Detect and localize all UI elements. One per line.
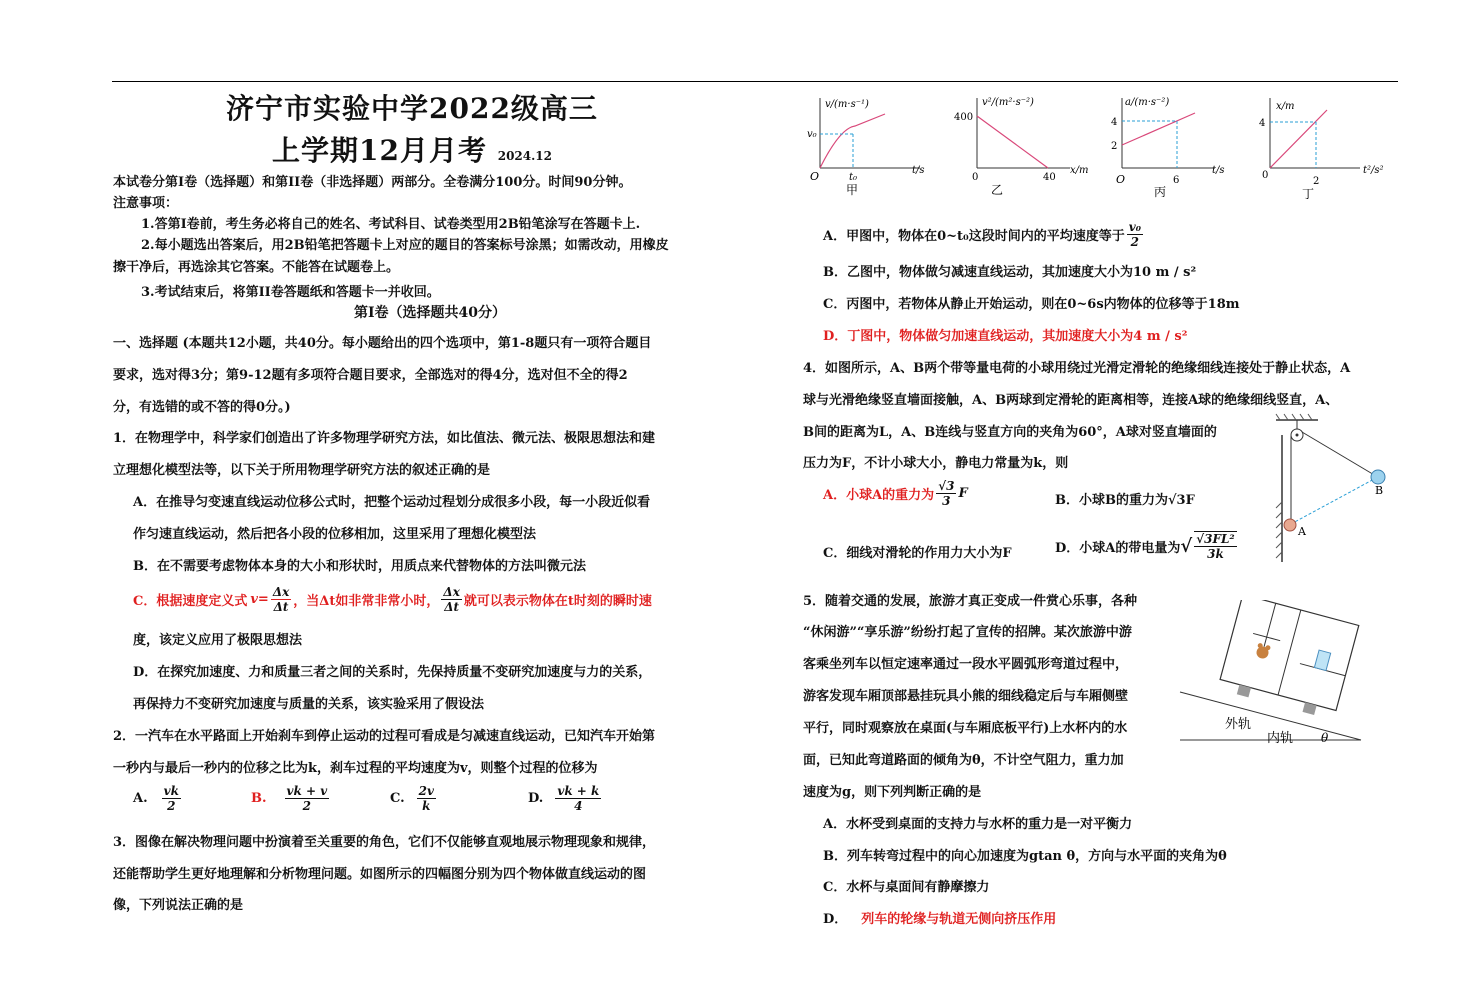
graph-jia-caption: 甲: [846, 183, 859, 197]
intro-line: 本试卷分第I卷（选择题）和第II卷（非选择题）两部分。全卷满分100分。时间90分钟。: [113, 175, 632, 190]
q3-option-d: D．丁图中，物体做匀加速直线运动，其加速度大小为4 m / s²: [823, 329, 1188, 344]
graph-bing-xlabel: t/s: [1212, 165, 1225, 176]
graph-yi-ylabel: v²/(m²·s⁻²): [982, 97, 1034, 108]
q4-figure: [1272, 412, 1392, 572]
graph-yi-caption: 乙: [991, 183, 1004, 197]
q3-stem-1: 3．图像在解决物理问题中扮演着至关重要的角色，它们不仅能够直观地展示物理现象和规律，: [113, 835, 656, 850]
delta-fraction: $\frac{\Delta x}{\Delta t}$: [272, 585, 290, 614]
q4-stem-1: 4．如图所示，A、B两个带等量电荷的小球用绕过光滑定滑轮的绝缘细线连接处于静止状态，A: [803, 361, 1351, 376]
graph-ding-origin: 0: [1262, 170, 1269, 181]
q2-option-a: A. $\frac{vk}{2}$: [133, 784, 179, 813]
graph-jia: [807, 98, 925, 197]
q4-stem-2: 球与光滑绝缘竖直墙面接触，A、B两球到定滑轮的距离相等，连接A球的绝缘细线竖直，A、: [803, 393, 1339, 408]
q4-stem-4: 压力为F，不计小球大小，静电力常量为k，则: [803, 456, 1069, 471]
graph-yi-xtick: 40: [1043, 172, 1056, 183]
q1-option-c: C．根据速度定义式 v = $\frac{\Delta x}{\Delta t}$ ，当Δt如非常非常小时， $\frac{\Delta x}{\Delta t}$ 就可以表示物体在t时刻的瞬时速: [133, 585, 652, 614]
graph-jia-ylabel: v/(m·s⁻¹): [825, 99, 869, 110]
q4-option-b: B．小球B的重力为√3F: [1055, 493, 1195, 508]
graph-bing-ytick: 4: [1111, 117, 1118, 128]
q1-option-a-cont: 作匀速直线运动，然后把各小段的位移相加，这里采用了理想化模型法: [133, 527, 537, 542]
q3-stem-3: 像，下列说法正确的是: [113, 898, 244, 913]
graph-ding: [1259, 98, 1384, 201]
graph-bing-xtick: 6: [1173, 175, 1180, 186]
q1-option-d-cont: 再保持力不变研究加速度与质量的关系，该实验采用了假设法: [133, 697, 485, 712]
inner-rail-label: 内轨: [1267, 731, 1294, 745]
notice-1: 1.答第I卷前，考生务必将自己的姓名、考试科目、试卷类型用2B铅笔涂写在答题卡上.: [141, 217, 641, 232]
q3-graphs: [800, 88, 1400, 206]
q1-stem-2: 立理想化模型法等，以下关于所用物理学研究方法的叙述正确的是: [113, 463, 491, 478]
q5-stem-5: 平行，同时观察放在桌面(与车厢底板平行)上水杯内的水: [803, 721, 1128, 736]
graph-jia-origin: O: [810, 170, 820, 183]
q5-option-d: D． 列车的轮缘与轨道无侧向挤压作用: [823, 912, 1057, 927]
q3-stem-2: 还能帮助学生更好地理解和分析物理问题。如图所示的四幅图分别为四个物体做直线运动的图: [113, 867, 647, 882]
graph-ding-caption: 丁: [1302, 187, 1315, 201]
q4-stem-3: B间的距离为L，A、B连线与竖直方向的夹角为60°，A球对竖直墙面的: [803, 425, 1217, 440]
q2-option-c: C. $\frac{2v}{k}$: [390, 784, 434, 813]
graph-yi-xlabel: x/m: [1070, 165, 1089, 176]
top-rule: [112, 81, 1398, 82]
q2-stem-2: 一秒内与最后一秒内的位移之比为k，刹车过程的平均速度为v，则整个过程的位移为: [113, 761, 598, 776]
outer-rail-label: 外轨: [1225, 717, 1252, 732]
q4-option-d: D．小球A的带电量为 √ $\frac{\text{√3FL²}}{3k}$: [1055, 532, 1235, 561]
q3-option-c: C．丙图中，若物体从静止开始运动，则在0~6s内物体的位移等于18m: [823, 297, 1240, 312]
graph-jia-xlabel: t/s: [912, 165, 925, 176]
q5-figure: [1175, 600, 1365, 745]
graph-bing-origin: O: [1116, 173, 1126, 186]
graph-ding-xlabel: t²/s²: [1363, 165, 1384, 176]
graph-ding-xtick: 2: [1313, 176, 1320, 187]
instructions-2: 要求，选对得3分；第9-12题有多项符合题目要求，全部选对的得4分，选对但不全的得2: [113, 368, 628, 383]
q5-stem-6: 面，已知此弯道路面的倾角为θ，不计空气阻力，重力加: [803, 753, 1124, 768]
graph-bing-ylabel: a/(m·s⁻²): [1125, 97, 1170, 108]
q3-option-a: A．甲图中，物体在0~t₀这段时间内的平均速度等于 $\frac{\text{v₀}}{2}$: [823, 220, 1141, 249]
exam-title-line2: 上学期12月月考 2024.12: [272, 134, 552, 167]
ball-a: [1284, 519, 1296, 531]
q1-option-a: A．在推导匀变速直线运动位移公式时，把整个运动过程划分成很多小段，每一小段近似看: [133, 495, 651, 510]
q5-option-b: B．列车转弯过程中的向心加速度为gtan θ，方向与水平面的夹角为θ: [823, 849, 1227, 864]
graph-yi-origin: 0: [972, 172, 979, 183]
q5-stem-7: 速度为g，则下列判断正确的是: [803, 785, 982, 800]
q3-option-b: B．乙图中，物体做匀减速直线运动，其加速度大小为10 m / s²: [823, 265, 1197, 280]
q4-option-c: C．细线对滑轮的作用力大小为F: [823, 546, 1012, 561]
theta-label: θ: [1321, 731, 1329, 745]
q5-stem-4: 游客发现车厢顶部悬挂玩具小熊的细线稳定后与车厢侧壁: [803, 689, 1129, 704]
label-a: A: [1298, 525, 1306, 538]
instructions-1: 一、选择题 (本题共12小题，共40分。每小题给出的四个选项中，第1-8题只有一项符合题目: [113, 336, 652, 351]
label-b: B: [1375, 484, 1384, 497]
graph-yi-ytick: 400: [954, 112, 974, 123]
q2-stem-1: 2．一汽车在水平路面上开始刹车到停止运动的过程可看成是匀减速直线运动，已知汽车开始第: [113, 729, 656, 744]
graph-jia-ytick: v₀: [807, 129, 817, 140]
graph-ding-ytick: 4: [1259, 118, 1266, 129]
notice-2-cont: 擦干净后，再选涂其它答案。不能答在试题卷上。: [113, 260, 400, 275]
q1-option-d: D．在探究加速度、力和质量三者之间的关系时，先保持质量不变研究加速度与力的关系，: [133, 665, 652, 680]
graph-ding-ylabel: x/m: [1276, 101, 1295, 112]
graph-bing: [1111, 97, 1225, 199]
ball-b: [1371, 470, 1385, 484]
section-heading: 第Ⅰ卷（选择题共40分）: [354, 305, 507, 321]
q1-stem-1: 1．在物理学中，科学家们创造出了许多物理学研究方法，如比值法、微元法、极限思想法和建: [113, 431, 656, 446]
graph-jia-xtick: t₀: [849, 172, 858, 183]
q5-option-c: C．水杯与桌面间有静摩擦力: [823, 880, 990, 895]
q5-option-a: A．水杯受到桌面的支持力与水杯的重力是一对平衡力: [823, 817, 1133, 832]
exam-title-line1: 济宁市实验中学2022级高三: [226, 92, 598, 125]
q5-stem-3: 客乘坐列车以恒定速率通过一段水平圆弧形弯道过程中，: [803, 657, 1129, 672]
instructions-3: 分，有选错的或不答的得0分。): [113, 400, 291, 415]
exam-date: 2024.12: [497, 149, 552, 163]
graph-bing-caption: 丙: [1154, 185, 1167, 199]
q1-option-c-cont: 度，该定义应用了极限思想法: [133, 633, 303, 648]
notice-2: 2.每小题选出答案后，用2B铅笔把答题卡上对应的题目的答案标号涂黑；如需改动，用橡皮: [141, 238, 669, 253]
q5-stem-1: 5．随着交通的发展，旅游才真正变成一件赏心乐事，各种: [803, 594, 1138, 609]
q2-option-d: D. $\frac{vk + k}{4}$: [528, 784, 600, 813]
q4-option-a: A．小球A的重力为 $\frac{√3}{3}$ F: [823, 479, 968, 508]
delta-fraction-2: $\frac{\Delta x}{\Delta t}$: [443, 585, 460, 614]
q1-option-b: B．在不需要考虑物体本身的大小和形状时，用质点来代替物体的方法叫微元法: [133, 559, 586, 574]
q5-stem-2: “休闲游”“享乐游”纷纷打起了宣传的招牌。某次旅游中游: [803, 625, 1132, 640]
q2-option-b: B. $\frac{vk + v}{2}$: [251, 784, 328, 813]
notice-3: 3.考试结束后，将第II卷答题纸和答题卡一并收回。: [141, 285, 440, 300]
graph-yi: [954, 97, 1089, 197]
graph-bing-ytick2: 2: [1111, 141, 1118, 152]
notice-heading: 注意事项：: [113, 196, 179, 211]
